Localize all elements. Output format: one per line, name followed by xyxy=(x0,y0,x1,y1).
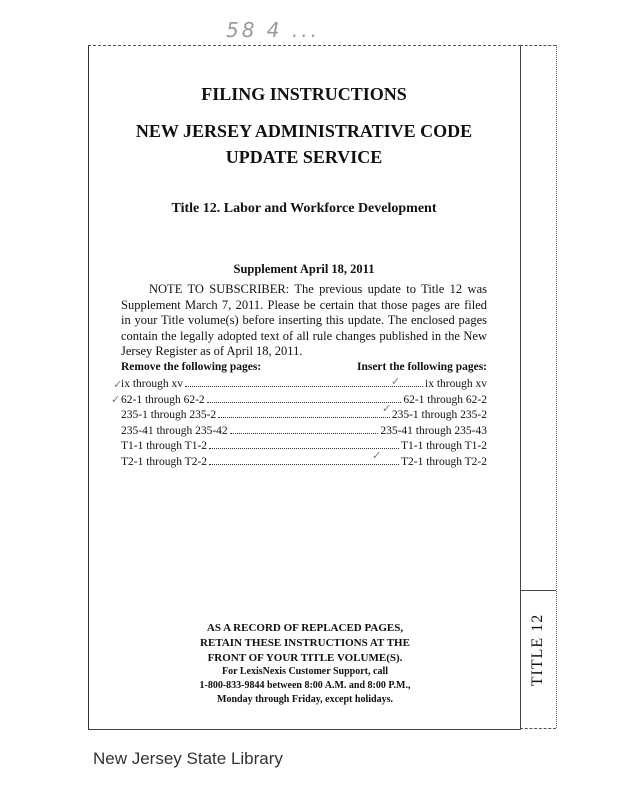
table-row xyxy=(121,408,487,424)
header-code-name: NEW JERSEY ADMINISTRATIVE CODE xyxy=(135,121,473,141)
tab-edge xyxy=(556,45,557,728)
dot-leader xyxy=(185,377,423,387)
remove-pages: T1-1 through T1-2 xyxy=(121,440,208,453)
table-header xyxy=(121,361,487,377)
table-row xyxy=(121,377,487,393)
right-border xyxy=(520,45,521,728)
table-row xyxy=(121,424,487,440)
support-line-3: Monday through Friday, except holidays. xyxy=(217,694,393,705)
support-line-2: 1-800-833-9844 between 8:00 A.M. and 8:00 P.M., xyxy=(199,680,411,691)
record-notice xyxy=(160,621,450,666)
insert-pages: ix through xv xyxy=(425,378,487,390)
insert-pages: 235-1 through 235-2 xyxy=(391,409,487,422)
record-line-1: AS A RECORD OF REPLACED PAGES, xyxy=(206,622,404,634)
insert-pages: T1-1 through T1-2 xyxy=(400,440,487,453)
check-mark-icon: ✓ xyxy=(111,393,121,406)
check-mark-icon: ✓ xyxy=(113,378,123,391)
support-line-1: For LexisNexis Customer Support, call xyxy=(221,666,388,677)
title-line: Title 12. Labor and Workforce Development xyxy=(171,201,437,216)
table-row xyxy=(121,439,487,455)
remove-header: Remove the following pages: xyxy=(121,361,262,373)
header-filing-instructions: FILING INSTRUCTIONS xyxy=(201,84,407,104)
dot-leader xyxy=(230,424,379,434)
supplement-date: Supplement April 18, 2011 xyxy=(233,262,375,276)
subscriber-note: NOTE TO SUBSCRIBER: The previous update to Title 12 was Supplement March 7, 2011. Please be certain that those pages are filed in your Title volume(s) before inserting this update. The enclosed pages contain the legally adopted text of all rule changes published in the New Jersey Register as of April 18, 2011. xyxy=(121,282,487,358)
dot-leader xyxy=(207,393,402,403)
handwritten-annotation: 58 4 ... xyxy=(226,18,320,42)
spine-tab-label: TITLE 12 xyxy=(529,613,546,687)
insert-pages: 235-41 through 235-43 xyxy=(380,424,487,437)
insert-pages: T2-1 through T2-2 xyxy=(400,455,487,468)
tab-strip-top xyxy=(520,45,556,46)
check-mark-icon: ✓ xyxy=(382,402,392,415)
dot-leader xyxy=(218,408,390,418)
check-mark-icon: ✓ xyxy=(372,449,382,462)
customer-support-info xyxy=(160,665,450,707)
page-replacement-table xyxy=(121,361,487,471)
remove-pages: 235-41 through 235-42 xyxy=(121,424,228,437)
record-line-2: RETAIN THESE INSTRUCTIONS AT THE xyxy=(200,637,410,649)
remove-pages: 62-1 through 62-2 xyxy=(121,393,205,406)
tab-divider xyxy=(520,590,556,591)
table-row xyxy=(121,393,487,409)
insert-pages: 62-1 through 62-2 xyxy=(403,393,487,406)
remove-pages: ix through xv xyxy=(121,378,183,390)
table-row xyxy=(121,455,487,471)
remove-pages: T2-1 through T2-2 xyxy=(121,455,208,468)
library-watermark: New Jersey State Library xyxy=(93,749,283,768)
insert-header: Insert the following pages: xyxy=(356,361,487,373)
check-mark-icon: ✓ xyxy=(391,375,401,388)
tab-strip-bottom xyxy=(520,728,556,729)
remove-pages: 235-1 through 235-2 xyxy=(121,409,217,422)
record-line-3: FRONT OF YOUR TITLE VOLUME(S). xyxy=(207,652,403,664)
dot-leader xyxy=(209,439,399,449)
header-update-service: UPDATE SERVICE xyxy=(225,147,383,167)
dot-leader xyxy=(209,455,399,465)
